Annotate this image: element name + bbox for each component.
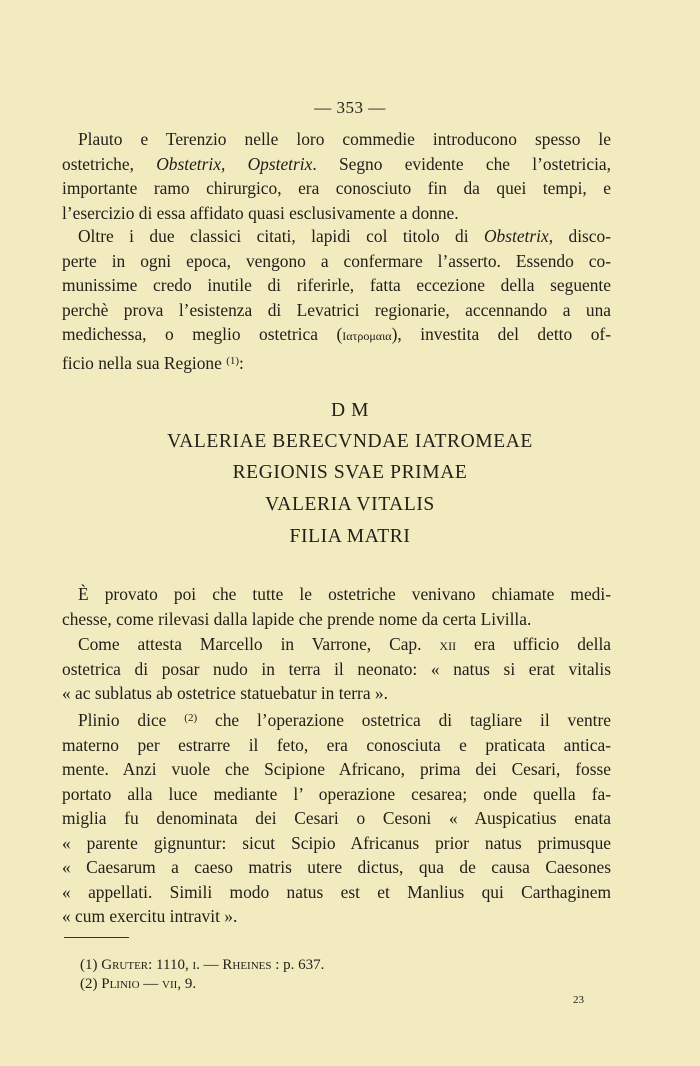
text-line: l’esercizio di essa affidato quasi esclusivamente a donne. [62,202,459,223]
text-line: mente. Anzi vuole che Scipione Africano, prima dei Cesari, fosse [62,759,611,779]
signature-mark: 23 [573,994,584,1006]
greek-word: Ιατρομαια [342,329,392,343]
text-span: ficio nella sua Regione [62,352,222,373]
text-span: . — [196,957,223,973]
roman-numeral: xii [439,634,457,654]
text-span: medichessa, o meglio ostetrica ( [62,324,343,344]
text-line [62,152,611,177]
text-line: perchè prova l’esistenza di Levatrici regionarie, accennando a una [62,299,611,320]
text-span: Oltre i due classici citati, lapidi col titolo di [78,226,484,246]
text-line: materno per estrarre il feto, era conosciuta e praticata antica- [62,734,611,755]
text-line [62,632,611,657]
inscription-line: REGIONIS SVAE PRIMAE [232,462,468,483]
text-line: Plauto e Terenzio nelle loro commedie introducono spesso le [78,129,611,149]
text-line: « cum exercitu intravit ». [62,906,238,926]
italic-term: Obstetrix, Opstetrix [156,153,313,174]
text-line: importante ramo chirurgico, era conosciuto fin da quei tempi, e [62,178,611,198]
text-line: chesse, come rilevasi dalla lapide che prende nome da certa Livilla. [62,608,532,629]
footnote-ref: (1) [226,354,240,367]
paragraph-medichesse [62,582,611,631]
text-span: ostetriche, [62,153,157,174]
text-line: ostetrica di posar nudo in terra il neonato: « natus si erat vitalis [62,658,611,679]
text-line: « appellati. Simili modo natus est et Manlius qui Carthaginem [62,881,611,902]
text-span: Plinio dice [78,710,167,730]
footnote-1 [80,957,324,974]
text-line: È provato poi che tutte le ostetriche venivano chiamate medi- [78,584,611,604]
footnote-divider [64,937,129,938]
text-line: « Caesarum a caeso matris utere dictus, qua de causa Caesones [62,857,611,877]
text-span: ), investita del detto of- [391,324,611,344]
text-span: che l’operazione ostetrica di tagliare il ventre [197,710,611,730]
text-span: , 9. [177,976,197,992]
inscription-line: VALERIA VITALIS [265,494,435,515]
roman-numeral: i [192,957,197,973]
text-span: Come attesta Marcello in Varrone, Cap. [78,634,440,654]
text-line: portato alla luce mediante l’ operazione cesarea; onde quella fa- [62,783,611,804]
text-span: , disco- [548,226,612,246]
footnote-2 [80,976,196,993]
text-line [62,322,611,349]
text-span: : [239,352,244,373]
page-number: — 353 — [314,98,386,117]
paragraph-lapidi [62,224,611,375]
text-line [62,224,611,249]
text-line: miglia fu denominata dei Cesari o Cesoni « Auspicatius enata [62,808,611,828]
italic-term: Obstetrix [483,226,549,246]
footnote-number: (2) [80,976,98,992]
inscription-line: D M [330,400,370,421]
author-name: Rheines [222,957,272,973]
text-span: : p. 637. [271,957,325,973]
paragraph-varrone [62,632,611,706]
text-line: « parente gignuntur: sicut Scipio Africanus prior natus primusque [62,832,611,853]
text-line [62,349,611,376]
inscription-line: VALERIAE BERECVNDAE IATROMEAE [167,431,533,452]
paragraph-plauto [62,127,611,225]
text-span: — [139,976,163,992]
footnote-number: (1) [80,957,98,973]
author-name: Plinio [101,976,140,992]
inscription-line: FILIA MATRI [289,526,411,547]
footnote-ref: (2) [184,712,198,724]
paragraph-plinio [62,706,611,929]
text-line [62,706,611,733]
author-name: Gruter [101,957,149,973]
text-span: era ufficio della [456,634,611,654]
roman-numeral: vii [162,976,178,992]
text-line: munissime credo inutile di riferirle, fatta eccezione della seguente [62,275,611,295]
text-line: « ac sublatus ab ostetrice statuebatur in terra ». [62,683,388,703]
text-line: perte in ogni epoca, vengono a confermare l’asserto. Essendo co- [62,250,611,271]
text-span: . Segno evidente che l’ostetricia, [312,153,612,174]
text-span: : 1110, [148,957,193,973]
